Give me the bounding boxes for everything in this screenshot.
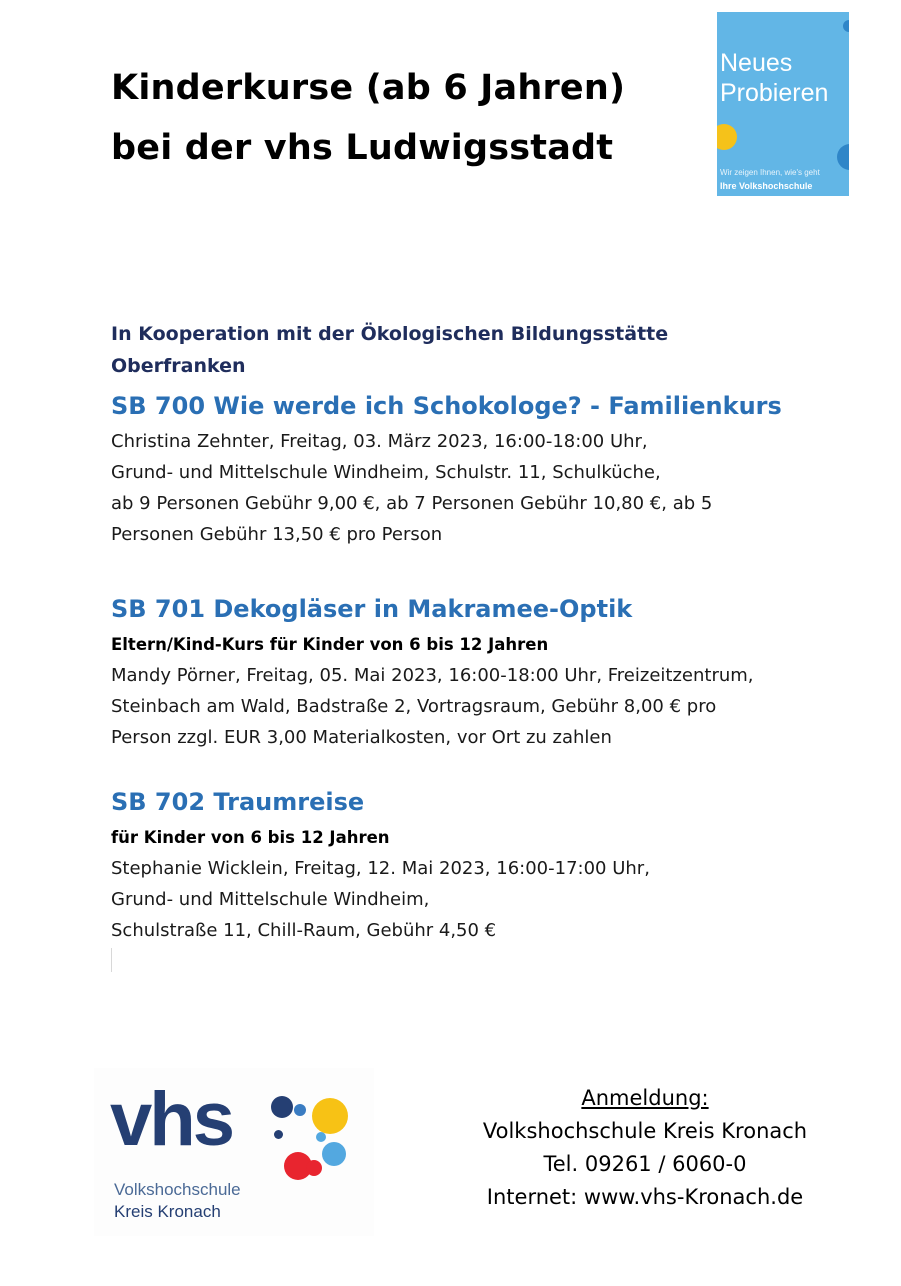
contact-internet: Internet: www.vhs-Kronach.de xyxy=(486,1185,804,1209)
course-line: Christina Zehnter, Freitag, 03. März 2023, 16:00-18:00 Uhr, xyxy=(111,431,648,452)
badge-word-2: Probieren xyxy=(720,79,829,107)
page-title xyxy=(111,58,701,178)
logo-bubble-small-navy-icon xyxy=(274,1130,283,1139)
contact-phone: Tel. 09261 / 6060-0 xyxy=(543,1152,747,1176)
cooperation-line-2: Oberfranken xyxy=(111,355,246,377)
course-line: ab 9 Personen Gebühr 9,00 €, ab 7 Personen Gebühr 10,80 €, ab 5 xyxy=(111,493,713,514)
vhs-logo-mark: vhs xyxy=(110,1077,232,1162)
course-subtitle-sb701: Eltern/Kind-Kurs für Kinder von 6 bis 12 Jahren xyxy=(111,635,549,654)
title-line-1: Kinderkurse (ab 6 Jahren) xyxy=(111,68,626,108)
course-line: Schulstraße 11, Chill-Raum, Gebühr 4,50 € xyxy=(111,920,497,941)
logo-bubble-yellow-icon xyxy=(312,1098,348,1134)
course-line: Grund- und Mittelschule Windheim, xyxy=(111,889,430,910)
logo-bubble-lightblue-small-icon xyxy=(316,1132,326,1142)
badge-slogan: Wir zeigen Ihnen, wie's geht xyxy=(720,168,820,177)
logo-bubble-navy-icon xyxy=(271,1096,293,1118)
course-line: Steinbach am Wald, Badstraße 2, Vortragsraum, Gebühr 8,00 € pro xyxy=(111,696,717,717)
course-subtitle-sb702: für Kinder von 6 bis 12 Jahren xyxy=(111,828,390,847)
course-line: Grund- und Mittelschule Windheim, Schulstr. 11, Schulküche, xyxy=(111,462,661,483)
contact-organization: Volkshochschule Kreis Kronach xyxy=(482,1119,808,1143)
logo-line-2: Kreis Kronach xyxy=(114,1202,221,1221)
logo-bubble-red-small-icon xyxy=(306,1160,322,1176)
course-line: Mandy Pörner, Freitag, 05. Mai 2023, 16:00-18:00 Uhr, Freizeitzentrum, xyxy=(111,665,754,686)
course-line: Stephanie Wicklein, Freitag, 12. Mai 2023, 16:00-17:00 Uhr, xyxy=(111,858,650,879)
course-details-sb701 xyxy=(111,660,754,753)
course-line: Person zzgl. EUR 3,00 Materialkosten, vor Ort zu zahlen xyxy=(111,727,612,748)
badge-brand: Ihre Volkshochschule xyxy=(720,181,813,191)
neues-probieren-badge xyxy=(717,12,849,196)
course-title-sb701: SB 701 Dekogläser in Makramee-Optik xyxy=(111,595,633,623)
course-details-sb702 xyxy=(111,853,650,946)
logo-bubble-blue-icon xyxy=(294,1104,306,1116)
vhs-logo xyxy=(94,1068,374,1236)
cooperation-line-1: In Kooperation mit der Ökologischen Bildungsstätte xyxy=(111,323,669,345)
registration-heading: Anmeldung: xyxy=(581,1086,709,1110)
course-title-sb702: SB 702 Traumreise xyxy=(111,788,365,816)
course-details-sb700 xyxy=(111,426,712,550)
course-line: Personen Gebühr 13,50 € pro Person xyxy=(111,524,443,545)
logo-bubble-lightblue-icon xyxy=(322,1142,346,1166)
badge-word-1: Neues xyxy=(720,49,793,77)
course-title-sb700: SB 700 Wie werde ich Schokologe? - Familienkurs xyxy=(111,392,782,420)
badge-yellow-dot-icon xyxy=(717,124,737,150)
badge-small-dot-icon xyxy=(843,20,849,32)
badge-blue-dot-icon xyxy=(837,144,849,170)
logo-line-1: Volkshochschule xyxy=(114,1180,241,1199)
title-line-2: bei der vhs Ludwigsstadt xyxy=(111,128,614,168)
registration-contact xyxy=(430,1082,860,1214)
cooperation-note xyxy=(111,318,751,382)
text-cursor-mark xyxy=(111,948,112,972)
